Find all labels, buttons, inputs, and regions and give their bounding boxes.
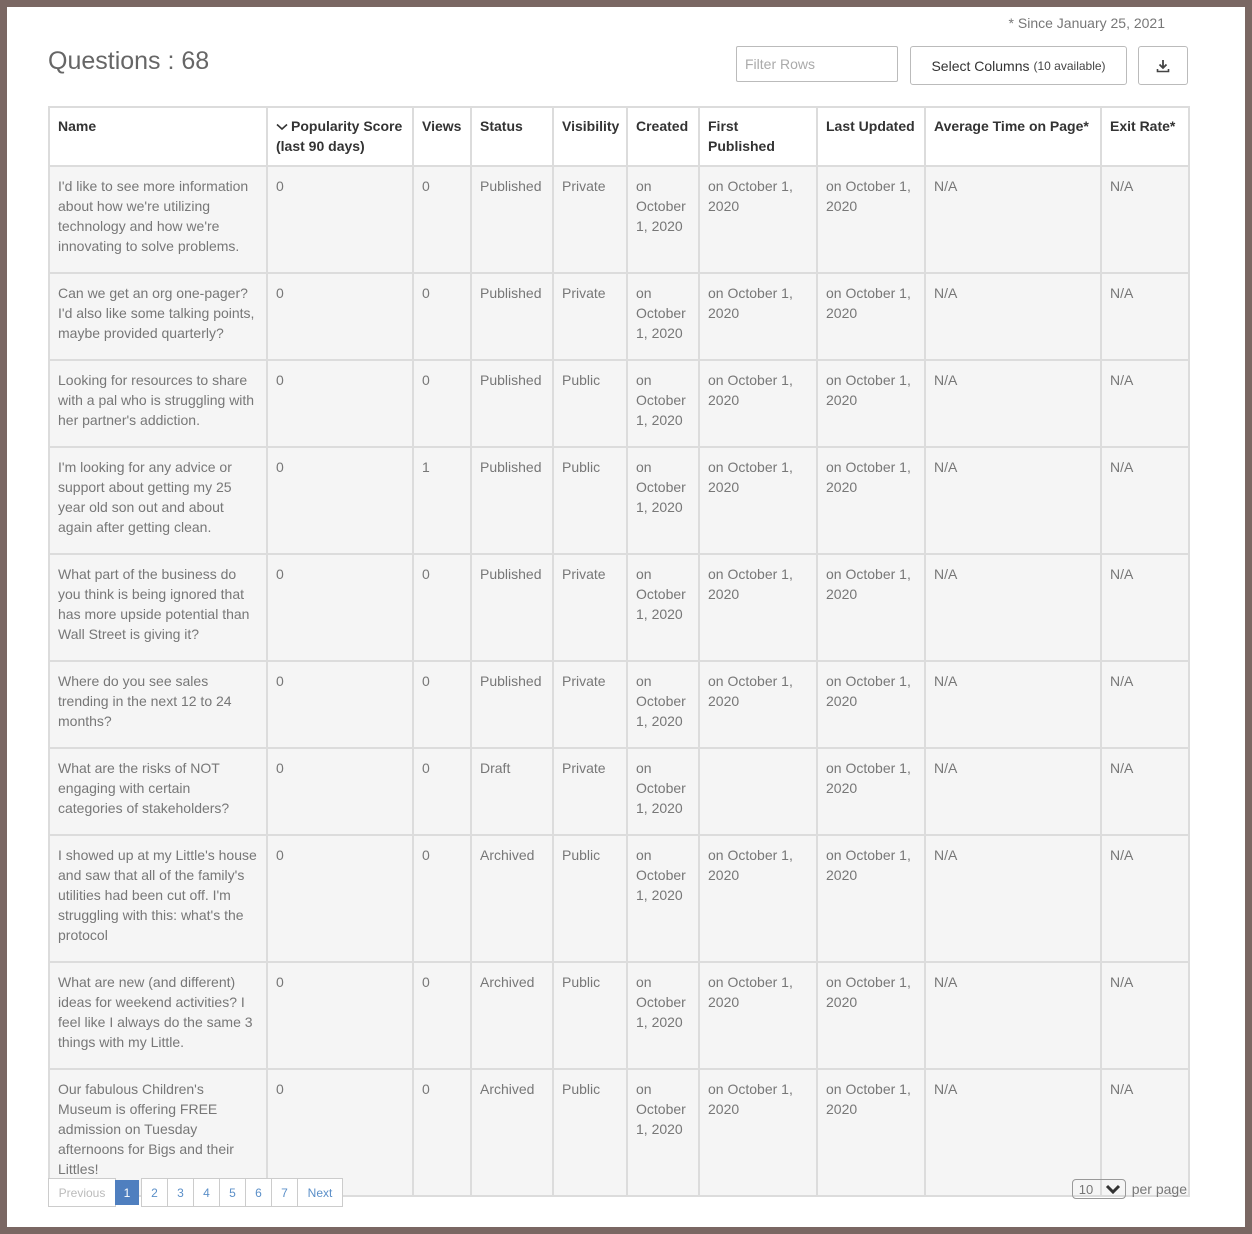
next-page-button[interactable]: Next (297, 1178, 343, 1207)
cell-popularity: 0 (267, 748, 413, 835)
table-row[interactable] (49, 166, 1189, 273)
per-page-select[interactable] (1072, 1179, 1126, 1199)
cell-views: 0 (413, 1069, 471, 1196)
filter-rows-input[interactable] (736, 46, 898, 82)
table-header-row (49, 107, 1189, 166)
cell-popularity: 0 (267, 447, 413, 554)
cell-exit-rate: N/A (1101, 748, 1189, 835)
cell-status: Published (471, 360, 553, 447)
cell-exit-rate: N/A (1101, 835, 1189, 962)
cell-name: What part of the business do you think is being ignored that has more upside potential than Wall Street is giving it? (49, 554, 267, 661)
table-row[interactable] (49, 962, 1189, 1069)
col-header-last-updated[interactable]: Last Updated (817, 107, 925, 166)
table-row[interactable] (49, 835, 1189, 962)
cell-created: on October 1, 2020 (627, 835, 699, 962)
cell-name: Can we get an org one-pager? I'd also like some talking points, maybe provided quarterly? (49, 273, 267, 360)
page-5-button[interactable]: 5 (219, 1178, 246, 1207)
cell-avg-time: N/A (925, 1069, 1101, 1196)
cell-status: Published (471, 447, 553, 554)
cell-avg-time: N/A (925, 661, 1101, 748)
cell-status: Archived (471, 962, 553, 1069)
cell-visibility: Private (553, 661, 627, 748)
page-7-button[interactable]: 7 (271, 1178, 298, 1207)
col-header-avg-time[interactable]: Average Time on Page* (925, 107, 1101, 166)
chevron-down-icon (276, 123, 288, 131)
cell-popularity: 0 (267, 661, 413, 748)
table-row[interactable] (49, 360, 1189, 447)
per-page-label: per page (1131, 1181, 1187, 1197)
cell-name: Where do you see sales trending in the next 12 to 24 months? (49, 661, 267, 748)
cell-views: 0 (413, 554, 471, 661)
questions-table (48, 106, 1190, 1197)
cell-visibility: Private (553, 554, 627, 661)
cell-name: What are new (and different) ideas for weekend activities? I feel like I always do the same 3 things with my Little. (49, 962, 267, 1069)
cell-created: on October 1, 2020 (627, 661, 699, 748)
cell-first-published: on October 1, 2020 (699, 962, 817, 1069)
cell-name: Looking for resources to share with a pal who is struggling with her partner's addiction. (49, 360, 267, 447)
cell-views: 0 (413, 273, 471, 360)
table-row[interactable] (49, 554, 1189, 661)
cell-views: 0 (413, 661, 471, 748)
page-frame (7, 7, 1245, 1227)
table-row[interactable] (49, 748, 1189, 835)
cell-popularity: 0 (267, 273, 413, 360)
cell-first-published: on October 1, 2020 (699, 166, 817, 273)
cell-name: I showed up at my Little's house and saw that all of the family's utilities had been cut off. I'm struggling with this: what's the protocol (49, 835, 267, 962)
cell-first-published (699, 748, 817, 835)
cell-exit-rate: N/A (1101, 166, 1189, 273)
download-icon (1156, 59, 1170, 73)
col-header-status[interactable]: Status (471, 107, 553, 166)
cell-views: 0 (413, 166, 471, 273)
cell-status: Archived (471, 1069, 553, 1196)
col-header-name[interactable]: Name (49, 107, 267, 166)
cell-created: on October 1, 2020 (627, 447, 699, 554)
page-1-button[interactable]: 1 (115, 1180, 139, 1205)
cell-last-updated: on October 1, 2020 (817, 1069, 925, 1196)
cell-visibility: Public (553, 447, 627, 554)
cell-views: 0 (413, 962, 471, 1069)
cell-created: on October 1, 2020 (627, 273, 699, 360)
select-columns-label: Select Columns (931, 57, 1030, 74)
cell-visibility: Private (553, 748, 627, 835)
col-header-views[interactable]: Views (413, 107, 471, 166)
cell-popularity: 0 (267, 835, 413, 962)
cell-status: Draft (471, 748, 553, 835)
col-header-first-published[interactable]: First Published (699, 107, 817, 166)
cell-first-published: on October 1, 2020 (699, 447, 817, 554)
cell-name: I'm looking for any advice or support about getting my 25 year old son out and about again after getting clean. (49, 447, 267, 554)
page-title: Questions : 68 (48, 47, 210, 75)
cell-exit-rate: N/A (1101, 360, 1189, 447)
col-header-popularity-label: Popularity Score (last 90 days) (276, 118, 403, 154)
cell-avg-time: N/A (925, 447, 1101, 554)
cell-views: 0 (413, 360, 471, 447)
cell-exit-rate: N/A (1101, 554, 1189, 661)
cell-created: on October 1, 2020 (627, 360, 699, 447)
cell-visibility: Public (553, 962, 627, 1069)
cell-avg-time: N/A (925, 166, 1101, 273)
cell-last-updated: on October 1, 2020 (817, 835, 925, 962)
col-header-visibility[interactable]: Visibility (553, 107, 627, 166)
cell-first-published: on October 1, 2020 (699, 360, 817, 447)
cell-popularity: 0 (267, 554, 413, 661)
download-button[interactable] (1138, 46, 1188, 85)
cell-popularity: 0 (267, 166, 413, 273)
page-3-button[interactable]: 3 (167, 1178, 194, 1207)
cell-avg-time: N/A (925, 835, 1101, 962)
page-4-button[interactable]: 4 (193, 1178, 220, 1207)
cell-first-published: on October 1, 2020 (699, 1069, 817, 1196)
cell-name: I'd like to see more information about how we're utilizing technology and how we're innovating to solve problems. (49, 166, 267, 273)
cell-first-published: on October 1, 2020 (699, 661, 817, 748)
cell-last-updated: on October 1, 2020 (817, 748, 925, 835)
cell-status: Published (471, 273, 553, 360)
cell-last-updated: on October 1, 2020 (817, 273, 925, 360)
cell-popularity: 0 (267, 360, 413, 447)
select-columns-button[interactable] (910, 46, 1127, 85)
table-row[interactable] (49, 273, 1189, 360)
cell-visibility: Public (553, 835, 627, 962)
cell-created: on October 1, 2020 (627, 166, 699, 273)
cell-first-published: on October 1, 2020 (699, 554, 817, 661)
cell-exit-rate: N/A (1101, 661, 1189, 748)
previous-page-button[interactable]: Previous (48, 1178, 116, 1207)
page-6-button[interactable]: 6 (245, 1178, 272, 1207)
cell-first-published: on October 1, 2020 (699, 835, 817, 962)
table-row[interactable] (49, 447, 1189, 554)
table-row[interactable] (49, 661, 1189, 748)
cell-name: What are the risks of NOT engaging with certain categories of stakeholders? (49, 748, 267, 835)
cell-status: Published (471, 554, 553, 661)
cell-last-updated: on October 1, 2020 (817, 661, 925, 748)
cell-views: 0 (413, 835, 471, 962)
cell-visibility: Private (553, 273, 627, 360)
cell-created: on October 1, 2020 (627, 1069, 699, 1196)
cell-status: Archived (471, 835, 553, 962)
cell-views: 1 (413, 447, 471, 554)
cell-last-updated: on October 1, 2020 (817, 962, 925, 1069)
cell-avg-time: N/A (925, 273, 1101, 360)
cell-avg-time: N/A (925, 360, 1101, 447)
cell-last-updated: on October 1, 2020 (817, 360, 925, 447)
cell-views: 0 (413, 748, 471, 835)
cell-avg-time: N/A (925, 748, 1101, 835)
cell-created: on October 1, 2020 (627, 748, 699, 835)
per-page-control (1072, 1179, 1187, 1199)
cell-visibility: Public (553, 1069, 627, 1196)
chevron-down-icon (1105, 1184, 1121, 1194)
cell-exit-rate: N/A (1101, 447, 1189, 554)
cell-visibility: Public (553, 360, 627, 447)
cell-last-updated: on October 1, 2020 (817, 447, 925, 554)
cell-status: Published (471, 661, 553, 748)
cell-created: on October 1, 2020 (627, 554, 699, 661)
page-2-button[interactable]: 2 (141, 1178, 168, 1207)
cell-created: on October 1, 2020 (627, 962, 699, 1069)
cell-exit-rate: N/A (1101, 1069, 1189, 1196)
col-header-popularity[interactable] (267, 107, 413, 166)
cell-popularity: 0 (267, 1069, 413, 1196)
cell-popularity: 0 (267, 962, 413, 1069)
select-columns-count: (10 available) (1033, 58, 1106, 73)
cell-exit-rate: N/A (1101, 273, 1189, 360)
per-page-value: 10 (1078, 1181, 1094, 1197)
cell-last-updated: on October 1, 2020 (817, 166, 925, 273)
pagination (48, 1178, 342, 1207)
cell-status: Published (471, 166, 553, 273)
cell-exit-rate: N/A (1101, 962, 1189, 1069)
table-row[interactable] (49, 1069, 1189, 1196)
cell-first-published: on October 1, 2020 (699, 273, 817, 360)
col-header-created[interactable]: Created (627, 107, 699, 166)
since-note: * Since January 25, 2021 (1008, 15, 1165, 31)
cell-last-updated: on October 1, 2020 (817, 554, 925, 661)
cell-visibility: Private (553, 166, 627, 273)
cell-name: Our fabulous Children's Museum is offering FREE admission on Tuesday afternoons for Bigs and their Littles! (49, 1069, 267, 1196)
cell-avg-time: N/A (925, 962, 1101, 1069)
cell-avg-time: N/A (925, 554, 1101, 661)
col-header-exit-rate[interactable]: Exit Rate* (1101, 107, 1189, 166)
